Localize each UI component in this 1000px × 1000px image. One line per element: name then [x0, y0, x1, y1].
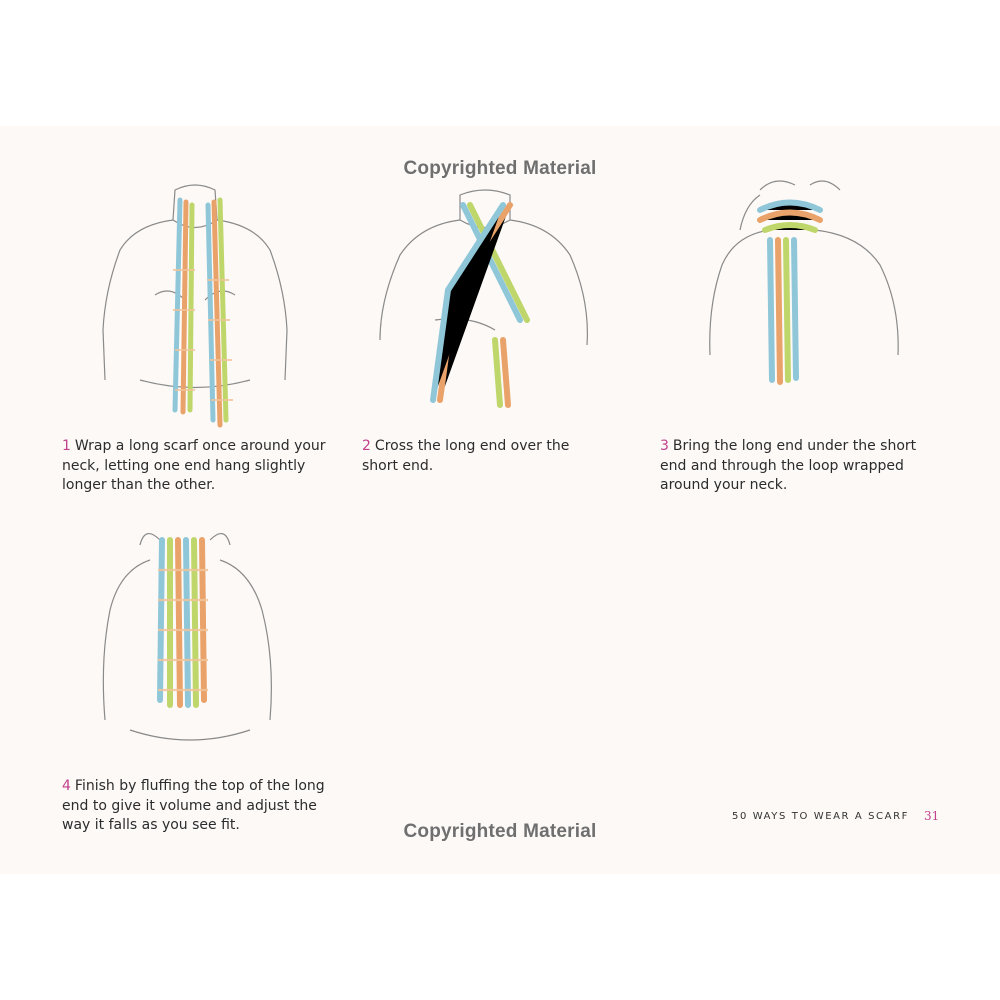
watermark-bottom: Copyrighted Material	[403, 821, 597, 842]
step-2-number: 2	[362, 438, 371, 454]
step-1-text: Wrap a long scarf once around your neck, letting one end hang slightly longer than the other.	[62, 438, 326, 493]
running-footer-title: 50 WAYS TO WEAR A SCARF	[732, 811, 909, 822]
step-2-text: Cross the long end over the short end.	[362, 438, 570, 474]
step-3-text: Bring the long end under the short end and through the loop wrapped around your neck.	[660, 438, 917, 493]
step-3-number: 3	[660, 438, 669, 454]
step-4-text: Finish by fluffing the top of the long end to give it volume and adjust the way it falls as you see fit.	[62, 778, 325, 833]
illustration-step-3	[700, 170, 920, 400]
step-3-caption	[660, 437, 925, 496]
step-1-caption	[62, 437, 337, 496]
illustration-step-2	[375, 180, 595, 410]
watermark-top: Copyrighted Material	[403, 158, 597, 179]
step-1-number: 1	[62, 438, 71, 454]
illustration-step-4	[100, 520, 280, 770]
page-number: 31	[924, 809, 940, 823]
step-4-number: 4	[62, 778, 71, 794]
step-2-caption	[362, 437, 587, 476]
illustration-step-1	[95, 180, 295, 430]
